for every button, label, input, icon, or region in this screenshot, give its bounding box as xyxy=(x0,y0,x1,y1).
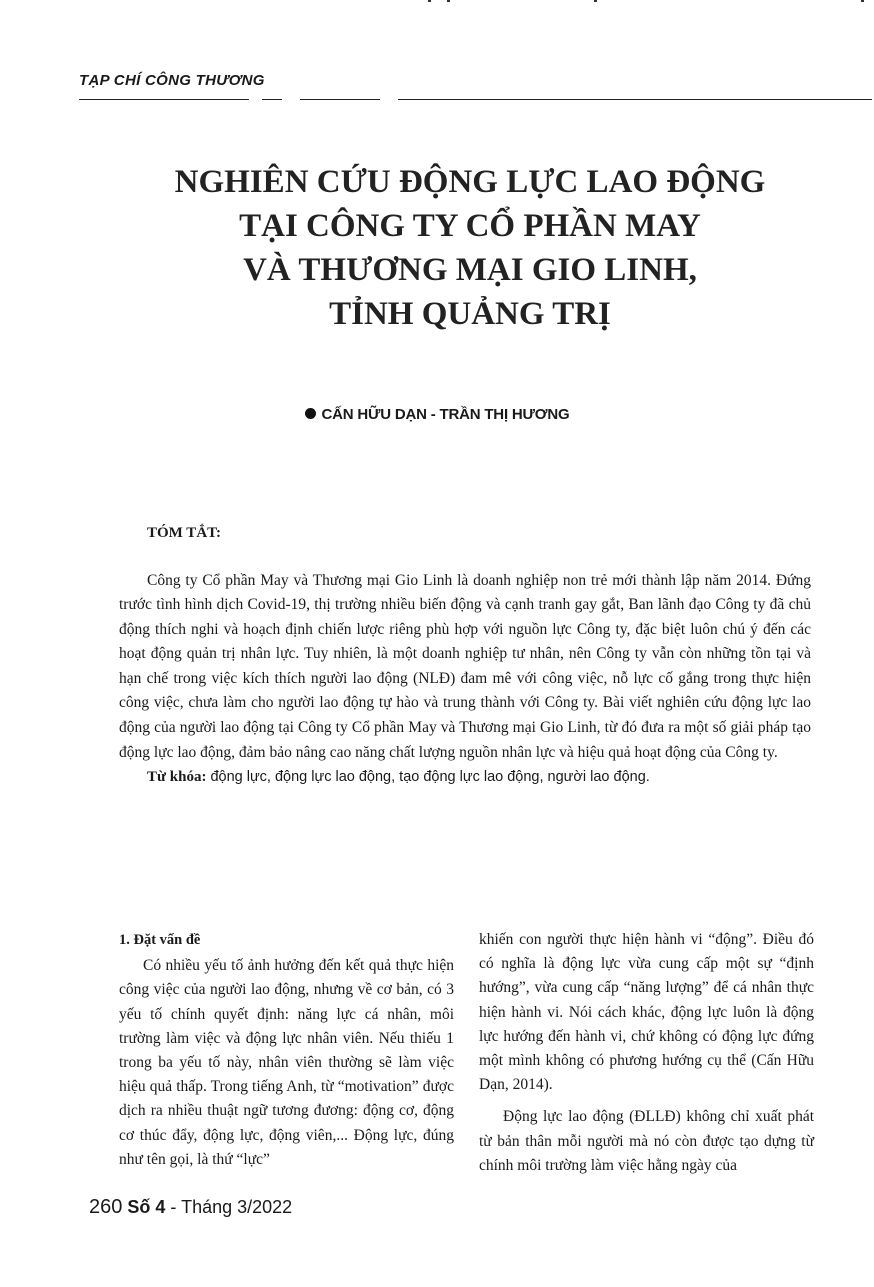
body-paragraph: Có nhiều yếu tố ảnh hưởng đến kết quả thực hiện công việc của người lao động, nhưng về cơ bản, có 3 yếu tố chính quyết định: năng lực cá nhân, môi trường làm việc và động lực nhân viên. Nếu thiếu 1 trong ba yếu tố này, nhân viên thường sẽ làm việc hiệu quả thấp. Trong tiếng Anh, từ “motivation” được dịch ra nhiều thuật ngữ tương đương: động cơ, động cơ thúc đẩy, động lực, động viên,... Động lực, đúng như tên gọi, là thứ “lực” xyxy=(119,957,454,1168)
bullet-icon xyxy=(305,408,316,419)
body-paragraph: khiến con người thực hiện hành vi “động”. Điều đó có nghĩa là động lực vừa cung cấp một sự “định hướng”, vừa cung cấp “năng lượng” để cá nhân thực hiện hành vi. Nói cách khác, động lực luôn là động lực hướng đến hành vi, chứ không có động lực đứng một mình không có phương hướng cụ thể (Cấn Hữu Dạn, 2014). xyxy=(479,931,814,1094)
title-line: TỈNH QUẢNG TRỊ xyxy=(329,296,611,332)
body-column-right xyxy=(479,928,814,1178)
keywords-list: động lực, động lực lao động, tạo động lực lao động, người lao động. xyxy=(206,769,650,785)
title-line: VÀ THƯƠNG MẠI GIO LINH, xyxy=(243,252,697,288)
issue-label: Số 4 xyxy=(127,1197,166,1217)
body-column-left xyxy=(119,928,454,1172)
authors: CẤN HỮU DẠN - TRẦN THỊ HƯƠNG xyxy=(321,406,570,423)
authors-line xyxy=(0,406,874,423)
issue-date: - Tháng 3/2022 xyxy=(165,1197,293,1217)
title-line: NGHIÊN CỨU ĐỘNG LỰC LAO ĐỘNG xyxy=(174,164,766,200)
article-title xyxy=(120,160,820,336)
section-heading: 1. Đặt vấn đề xyxy=(119,932,201,948)
abstract-text: Công ty Cổ phần May và Thương mại Gio Linh là doanh nghiệp non trẻ mới thành lập năm 2014. Đứng trước tình hình dịch Covid-19, thị trường nhiều biến động và cạnh tranh gay gắt, Ban lãnh đạo Công ty đã chủ động thích nghi và hoạch định chiến lược riêng phù hợp với nguồn lực Công ty, đặc biệt luôn chú ý đến các hoạt động quản trị nhân lực. Tuy nhiên, là một doanh nghiệp tư nhân, nên Công ty vẫn còn những tồn tại và hạn chế trong việc kích thích người lao động (NLĐ) đam mê với công việc, nỗ lực cố gắng trong thực hiện công việc, chưa làm cho người lao động tự hào và trung thành với Công ty. Bài viết nghiên cứu động lực lao động của người lao động tại Công ty Cổ phần May và Thương mại Gio Linh, từ đó đưa ra một số giải pháp tạo động lực lao động, đảm bảo nâng cao năng chất lượng nguồn nhân lực và hiệu quả hoạt động của Công ty. xyxy=(119,571,811,761)
body-paragraph: Động lực lao động (ĐLLĐ) không chỉ xuất phát từ bản thân mỗi người mà nó còn được tạo dựng từ chính môi trường làm việc hằng ngày của xyxy=(479,1108,814,1174)
abstract-heading: TÓM TẮT: xyxy=(147,525,222,541)
page-footer xyxy=(89,1196,292,1219)
keywords-label: Từ khóa: xyxy=(147,769,207,785)
page-number: 260 xyxy=(89,1196,123,1218)
keywords xyxy=(147,769,650,786)
journal-name: TẠP CHÍ CÔNG THƯƠNG xyxy=(79,72,265,89)
title-line: TẠI CÔNG TY CỔ PHẦN MAY xyxy=(239,208,701,244)
